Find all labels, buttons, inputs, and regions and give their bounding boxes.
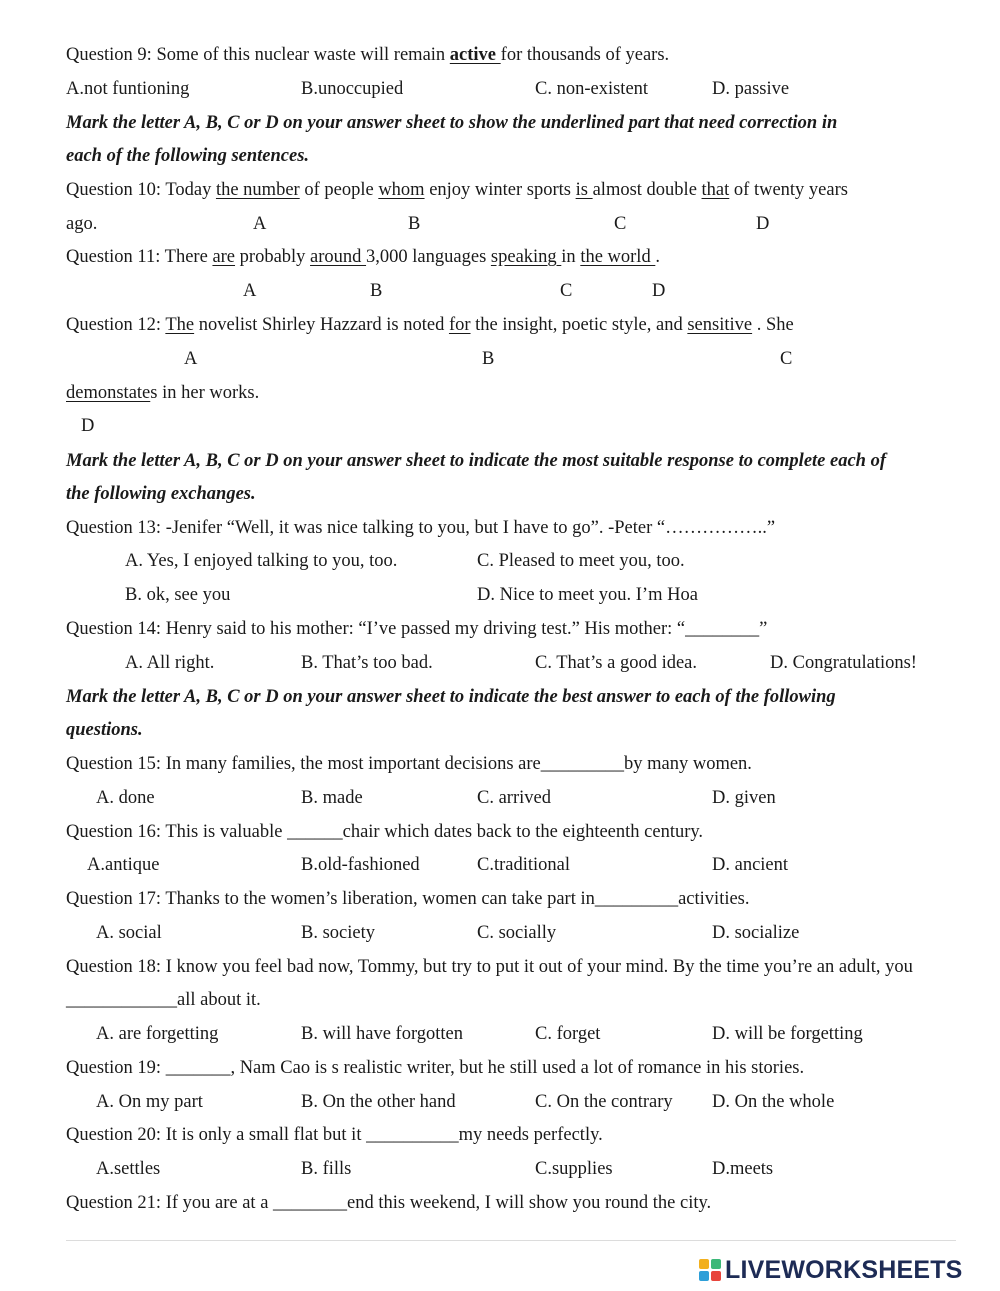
q10-letter-b[interactable]: B [408,214,421,234]
q19-option-a[interactable]: A. On my part [96,1092,203,1112]
q20-option-b[interactable]: B. fills [301,1159,352,1179]
q18-option-c[interactable]: C. forget [535,1024,601,1044]
q15-option-a[interactable]: A. done [96,788,155,808]
q13-option-d[interactable]: D. Nice to meet you. I’m Hoa [477,585,698,605]
section-response-heading-cont: the following exchanges. [66,484,256,504]
q18-option-b[interactable]: B. will have forgotten [301,1024,464,1044]
q16-stem: Question 16: This is valuable ______chair which dates back to the eighteenth century. [66,822,704,842]
q18-option-d[interactable]: D. will be forgetting [712,1024,863,1044]
footer-divider [66,1240,956,1241]
q11-letter-a[interactable]: A [243,281,257,301]
liveworksheets-logo-icon [699,1259,721,1281]
q20-option-d[interactable]: D.meets [712,1159,774,1179]
q11-letter-b[interactable]: B [370,281,383,301]
q15-option-c[interactable]: C. arrived [477,788,551,808]
q9-option-c[interactable]: C. non-existent [535,79,649,99]
q16-option-d[interactable]: D. ancient [712,855,789,875]
section-best-heading-cont: questions. [66,720,143,740]
q17-option-d[interactable]: D. socialize [712,923,800,943]
q13-option-a[interactable]: A. Yes, I enjoyed talking to you, too. [125,551,398,571]
q19-stem: Question 19: _______, Nam Cao is s realistic writer, but he still used a lot of romance in his stories. [66,1058,805,1078]
q19-option-b[interactable]: B. On the other hand [301,1092,456,1112]
liveworksheets-logo[interactable] [699,1255,999,1285]
q13-stem: Question 13: -Jenifer “Well, it was nice talking to you, but I have to go”. -Peter “……………..” [66,518,776,538]
q18-stem: Question 18: I know you feel bad now, Tommy, but try to put it out of your mind. By the time you’re an adult, you [66,957,913,977]
q11-stem: Question 11: There are probably around 3,000 languages speaking in the world . [66,247,660,267]
q10-letter-d[interactable]: D [756,214,770,234]
q14-option-c[interactable]: C. That’s a good idea. [535,653,698,673]
q17-option-c[interactable]: C. socially [477,923,557,943]
q12-stem: Question 12: The novelist Shirley Hazzard is noted for the insight, poetic style, and sensitive . She [66,315,794,335]
q10-letter-c[interactable]: C [614,214,627,234]
q17-option-a[interactable]: A. social [96,923,162,943]
q18-option-a[interactable]: A. are forgetting [96,1024,219,1044]
q14-option-a[interactable]: A. All right. [125,653,215,673]
q10-stem-cont: ago. [66,214,98,234]
q9-option-d[interactable]: D. passive [712,79,790,99]
q9-stem: Question 9: Some of this nuclear waste will remain active for thousands of years. [66,45,670,65]
q15-stem: Question 15: In many families, the most important decisions are_________by many women. [66,754,752,774]
q19-option-d[interactable]: D. On the whole [712,1092,835,1112]
q15-option-b[interactable]: B. made [301,788,363,808]
section-response-heading: Mark the letter A, B, C or D on your answer sheet to indicate the most suitable response to complete each of [66,451,887,471]
q11-letter-c[interactable]: C [560,281,573,301]
q13-option-b[interactable]: B. ok, see you [125,585,231,605]
q9-option-b[interactable]: B.unoccupied [301,79,404,99]
q16-option-c[interactable]: C.traditional [477,855,570,875]
q19-option-c[interactable]: C. On the contrary [535,1092,673,1112]
q20-stem: Question 20: It is only a small flat but it __________my needs perfectly. [66,1125,603,1145]
liveworksheets-logo-text: LIVEWORKSHEETS [725,1256,963,1284]
section-correction-heading: Mark the letter A, B, C or D on your answer sheet to show the underlined part that need correction in [66,113,838,133]
q12-letter-b[interactable]: B [482,349,495,369]
q12-letter-a[interactable]: A [184,349,198,369]
q16-option-b[interactable]: B.old-fashioned [301,855,420,875]
q10-stem: Question 10: Today the number of people whom enjoy winter sports is almost double that of twenty years [66,180,848,200]
q13-option-c[interactable]: C. Pleased to meet you, too. [477,551,685,571]
q16-option-a[interactable]: A.antique [87,855,160,875]
q12-letter-d[interactable]: D [81,416,95,436]
q12-stem-cont: demonstates in her works. [66,383,260,403]
q17-stem: Question 17: Thanks to the women’s liberation, women can take part in_________activities. [66,889,750,909]
section-correction-heading-cont: each of the following sentences. [66,146,310,166]
q21-stem: Question 21: If you are at a ________end this weekend, I will show you round the city. [66,1193,712,1213]
q18-stem-cont: ____________all about it. [66,990,261,1010]
q14-option-b[interactable]: B. That’s too bad. [301,653,433,673]
q10-letter-a[interactable]: A [253,214,267,234]
q14-stem: Question 14: Henry said to his mother: “I’ve passed my driving test.” His mother: “________” [66,619,768,639]
q20-option-a[interactable]: A.settles [96,1159,161,1179]
q14-option-d[interactable]: D. Congratulations! [770,653,917,673]
q12-letter-c[interactable]: C [780,349,793,369]
section-best-heading: Mark the letter A, B, C or D on your answer sheet to indicate the best answer to each of the following [66,687,836,707]
q20-option-c[interactable]: C.supplies [535,1159,613,1179]
q9-option-a[interactable]: A.not funtioning [66,79,190,99]
q15-option-d[interactable]: D. given [712,788,776,808]
q17-option-b[interactable]: B. society [301,923,375,943]
q11-letter-d[interactable]: D [652,281,666,301]
